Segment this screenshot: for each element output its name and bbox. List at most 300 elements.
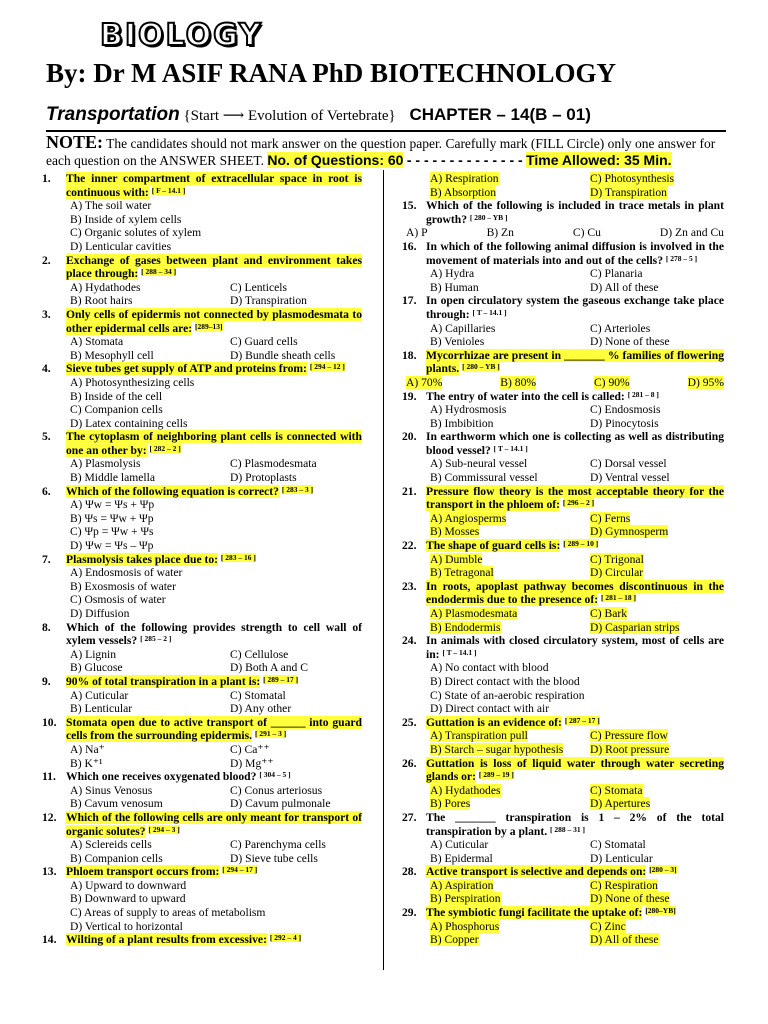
answer-option (70, 757, 230, 771)
page-reference: [ 281 – 18 ] (600, 593, 636, 603)
question-text (66, 811, 362, 838)
page-reference: [ 289 – 17 ] (263, 674, 299, 684)
question-item (42, 485, 362, 553)
answer-option (590, 607, 724, 621)
question-row (42, 254, 362, 281)
question-number: 18. (402, 348, 417, 362)
option-label: A) Lignin (70, 647, 117, 661)
question-text (426, 634, 724, 661)
option-label: B) Cavum venosum (70, 797, 163, 811)
question-number: 25. (402, 715, 417, 729)
answer-option (70, 240, 362, 254)
question-item (402, 716, 724, 757)
option-label: B) Copper (430, 933, 479, 947)
option-label: A) Plasmodesmata (430, 607, 518, 620)
answer-option (590, 417, 724, 431)
page-reference: [ T – 14.1 ] (442, 647, 477, 657)
question-text (66, 553, 362, 567)
answer-option (430, 838, 590, 852)
question-stem: Sieve tubes get supply of ATP and proteins from: (66, 362, 307, 376)
option-list (70, 879, 362, 933)
option-label: B) Venioles (430, 335, 485, 349)
option-label: D) Vertical to horizontal (70, 919, 183, 933)
question-stem: Which one receives oxygenated blood? (66, 770, 257, 784)
option-label: D) Gymnosperm (590, 525, 669, 539)
option-label: D) Zn and Cu (659, 226, 724, 240)
option-label: A) Na⁺ (70, 742, 105, 756)
question-text (426, 906, 724, 920)
option-list (430, 512, 724, 539)
page-reference: [ T – 14.1 ] (493, 443, 528, 453)
question-item (42, 430, 362, 484)
answer-option (590, 892, 724, 906)
option-label: B) Imbibition (430, 416, 494, 430)
option-label: A) Phosphorus (430, 919, 500, 933)
option-list (430, 920, 724, 947)
question-stem: Which of the following cells are only meant for transport of organic solutes? (66, 810, 362, 838)
answer-option (230, 838, 362, 852)
option-label: C) Areas of supply to areas of metabolism (70, 906, 266, 920)
question-row (42, 308, 362, 335)
option-label: B) Inside of the cell (70, 389, 163, 403)
question-item (402, 390, 724, 431)
option-list (70, 281, 362, 308)
question-text (426, 199, 724, 226)
option-label: A) Sub-neural vessel (430, 457, 528, 471)
option-label: B) Starch – sugar hypothesis (430, 742, 564, 756)
page-reference: [280 – 3] (649, 865, 677, 875)
option-label: A) Transpiration pull (430, 729, 528, 743)
option-label: D) All of these (590, 280, 659, 294)
question-item (402, 349, 724, 390)
option-list (430, 838, 724, 865)
option-label: B) Downward to upward (70, 892, 186, 906)
option-label: D) None of these (590, 892, 670, 906)
answer-option (590, 553, 724, 567)
question-number: 6. (42, 484, 51, 498)
question-row (42, 362, 362, 376)
answer-option (70, 213, 362, 227)
option-label: C) Organic solutes of xylem (70, 226, 202, 240)
answer-option (70, 294, 230, 308)
answer-option (590, 797, 724, 811)
answer-option (70, 797, 230, 811)
question-text (426, 294, 724, 321)
question-row (42, 430, 362, 457)
option-label: A) Hydrosmosis (430, 403, 507, 417)
page-reference: [ 292 – 4 ] (269, 933, 302, 943)
option-label: D) Root pressure (590, 742, 670, 756)
question-stem: The inner compartment of extracellular space in root is continuous with: (66, 172, 362, 199)
question-text (66, 621, 362, 648)
question-item (402, 811, 724, 865)
question-text (426, 716, 724, 730)
option-label: B) Lenticular (70, 702, 133, 716)
answer-option (430, 621, 590, 635)
answer-option (430, 457, 590, 471)
option-label: A) Dumble (430, 552, 483, 566)
question-number: 26. (402, 756, 417, 770)
answer-option (590, 267, 724, 281)
answer-option (430, 729, 590, 743)
option-list (406, 376, 724, 390)
answer-option (500, 376, 536, 390)
question-row (42, 621, 362, 648)
question-stem: 90% of total transpiration in a plant is: (66, 674, 261, 688)
answer-option (590, 403, 724, 417)
question-stem: Guttation is loss of liquid water through water secreting glands or: (426, 756, 724, 784)
answer-option (430, 892, 590, 906)
answer-option (430, 689, 724, 703)
answer-option (70, 471, 230, 485)
question-stem: In open circulatory system the gaseous exchange take place through: (426, 294, 724, 321)
question-item (42, 865, 362, 933)
answer-option (70, 892, 362, 906)
option-label: A) Upward to downward (70, 878, 187, 892)
question-stem: Stomata open due to active transport of ______ into guard cells from the surrounding epidermis. (66, 715, 362, 743)
answer-option (70, 906, 362, 920)
answer-option (230, 852, 362, 866)
question-row (402, 716, 724, 730)
question-number: 4. (42, 362, 51, 376)
question-item (42, 933, 362, 947)
option-label: C) Planaria (590, 267, 643, 281)
question-row (402, 539, 724, 553)
answer-option (70, 512, 362, 526)
option-label: A) Plasmolysis (70, 457, 141, 471)
answer-option (70, 498, 362, 512)
question-stem: Which of the following provides strength to cell wall of xylem vessels? (66, 620, 362, 648)
page-reference: [ 296 – 2 ] (562, 498, 595, 508)
question-count: No. of Questions: 60 (267, 152, 404, 168)
option-label: A) Sclereids cells (70, 838, 152, 852)
option-label: A) Hydra (430, 267, 475, 281)
question-text (66, 933, 362, 947)
option-label: C) Cellulose (230, 647, 289, 661)
answer-option (70, 784, 230, 798)
question-item (402, 172, 724, 199)
question-row (402, 430, 724, 457)
answer-option (406, 376, 442, 390)
answer-option (406, 226, 428, 240)
option-label: A) Photosynthesizing cells (70, 375, 195, 389)
option-list (70, 784, 362, 811)
question-stem: Which of the following equation is correct? (66, 484, 279, 498)
question-text (66, 485, 362, 499)
answer-option (230, 471, 362, 485)
answer-option (590, 566, 724, 580)
answer-option (590, 512, 724, 526)
topic-range: {Start ⟶ Evolution of Vertebrate} (183, 108, 396, 124)
option-label: C) Ferns (590, 511, 631, 525)
answer-option (590, 852, 724, 866)
question-item (42, 362, 362, 430)
option-list (430, 322, 724, 349)
option-label: B) Pores (430, 797, 471, 811)
option-label: C) Lenticels (230, 280, 287, 294)
option-label: A) Ψw = Ψs + Ψp (70, 498, 155, 512)
option-label: B) Perspiration (430, 892, 501, 906)
answer-option (688, 376, 724, 390)
option-label: D) Mg⁺⁺ (230, 756, 274, 770)
question-row (402, 294, 724, 321)
page-reference: [ 282 – 2 ] (149, 443, 181, 453)
option-label: A) Endosmosis of water (70, 566, 183, 580)
question-row (402, 485, 724, 512)
page-reference: [ 289 – 10 ] (563, 539, 599, 549)
question-item (402, 199, 724, 240)
question-item (402, 634, 724, 716)
option-label: D) Ψw = Ψs – Ψp (70, 539, 154, 553)
option-label: C) Guard cells (230, 335, 298, 349)
answer-option (430, 743, 590, 757)
question-stem: Pressure flow theory is the most acceptable theory for the transport in the phloem of: (426, 484, 724, 512)
option-label: A) Stomata (70, 335, 124, 349)
question-text (66, 716, 362, 743)
option-label: B) Ψs = Ψw + Ψp (70, 511, 154, 525)
page-reference: [ 278 – 5 ] (665, 253, 698, 263)
option-label: B) 80% (500, 375, 537, 389)
answer-option (230, 743, 362, 757)
answer-option (430, 403, 590, 417)
right-column (402, 172, 724, 947)
question-item (42, 770, 362, 811)
question-row (402, 811, 724, 838)
option-list (430, 267, 724, 294)
option-label: B) Absorption (430, 185, 497, 199)
answer-option (230, 457, 362, 471)
option-list (430, 784, 724, 811)
option-label: B) K⁺¹ (70, 756, 103, 770)
question-row (402, 634, 724, 661)
question-number: 3. (42, 307, 51, 321)
question-item (42, 172, 362, 254)
question-item (402, 757, 724, 811)
answer-option (430, 566, 590, 580)
answer-option (430, 525, 590, 539)
option-label: C) Bark (590, 607, 628, 620)
question-text (426, 349, 724, 376)
question-item (402, 485, 724, 539)
question-row (42, 770, 362, 784)
question-item (402, 294, 724, 348)
page-reference: [280–YB] (645, 906, 676, 916)
option-label: D) Cavum pulmonale (230, 797, 331, 811)
question-text (66, 362, 362, 376)
answer-option (230, 335, 362, 349)
answer-option (70, 457, 230, 471)
author-line: By: Dr M ASIF RANA PhD BIOTECHNOLOGY (46, 58, 617, 88)
option-label: A) Hydathodes (430, 783, 501, 797)
option-label: B) Zn (486, 226, 514, 240)
question-row (42, 933, 362, 947)
question-number: 5. (42, 430, 51, 444)
answer-option (70, 852, 230, 866)
answer-option (590, 525, 724, 539)
option-label: A) 70% (406, 375, 443, 389)
option-list (430, 403, 724, 430)
question-row (402, 390, 724, 404)
page-reference: [ 283 – 16 ] (220, 552, 256, 562)
answer-option (430, 784, 590, 798)
option-label: C) Stomatal (230, 688, 286, 702)
question-text (426, 485, 724, 512)
answer-option (430, 553, 590, 567)
answer-option (230, 661, 362, 675)
answer-option (590, 322, 724, 336)
answer-option (230, 281, 362, 295)
question-item (42, 716, 362, 770)
question-item (402, 430, 724, 484)
question-item (402, 240, 724, 294)
option-label: C) Plasmodesmata (230, 457, 317, 471)
question-row (42, 485, 362, 499)
question-text (426, 390, 724, 404)
answer-option (70, 702, 230, 716)
question-stem: In which of the following animal diffusion is involved in the movement of materials into and out of the cells? (426, 239, 724, 267)
answer-option (70, 607, 362, 621)
page-reference: [ 285 – 2 ] (140, 634, 172, 644)
question-number: 14. (42, 933, 57, 947)
answer-option (70, 417, 362, 431)
answer-option (430, 661, 724, 675)
option-label: A) Cuticular (70, 688, 129, 702)
answer-option (590, 281, 724, 295)
option-label: C) Dorsal vessel (590, 457, 667, 471)
question-row (402, 906, 724, 920)
note-label: NOTE: (46, 132, 104, 152)
question-number: 2. (42, 253, 51, 267)
answer-option (70, 648, 230, 662)
page-reference: [289–13] (195, 321, 223, 331)
answer-option (590, 621, 724, 635)
page-reference: [ 288 – 31 ] (550, 824, 586, 834)
question-number: 8. (42, 620, 51, 634)
option-label: D) Any other (230, 702, 292, 716)
column-divider (383, 170, 384, 970)
answer-option (430, 512, 590, 526)
chapter-label: CHAPTER – 14(B – 01) (409, 105, 591, 124)
answer-option (70, 920, 362, 934)
question-number: 23. (402, 579, 417, 593)
question-number: 27. (402, 810, 417, 824)
option-label: C) Parenchyma cells (230, 838, 326, 852)
question-item (42, 811, 362, 865)
option-label: B) Endodermis (430, 620, 501, 634)
note-text: The candidates should not mark answer on the question paper. Carefully mark (FILL Circle) only one answer for each question on the ANSWER SHEET. (46, 136, 716, 168)
question-number: 11. (42, 770, 56, 784)
page-reference: [ 289 – 19 ] (478, 770, 514, 780)
answer-option (590, 335, 724, 349)
answer-option (70, 281, 230, 295)
answer-option (70, 661, 230, 675)
question-row (402, 199, 724, 226)
question-row (42, 172, 362, 199)
question-row (402, 757, 724, 784)
answer-option (230, 784, 362, 798)
answer-option (590, 920, 724, 934)
question-text (66, 430, 362, 457)
option-list (70, 648, 362, 675)
page-reference: [ 280 – YB ] (469, 212, 508, 222)
option-label: D) Casparian strips (590, 620, 680, 634)
question-stem: Wilting of a plant results from excessive: (66, 933, 267, 947)
question-stem: The _______ transpiration is 1 – 2% of the total transpiration by a plant. (426, 810, 724, 838)
answer-option (594, 376, 630, 390)
option-label: D) Bundle sheath cells (230, 348, 336, 362)
option-label: D) Direct contact with air (430, 702, 550, 716)
option-label: A) Angiosperms (430, 511, 507, 525)
question-row (402, 580, 724, 607)
answer-option (70, 689, 230, 703)
option-label: C) Respiration (590, 878, 658, 892)
answer-option (430, 471, 590, 485)
option-label: A) Cuticular (430, 838, 489, 852)
answer-option (430, 607, 590, 621)
question-number: 20. (402, 430, 417, 444)
option-label: C) Arterioles (590, 321, 651, 335)
option-list (70, 838, 362, 865)
option-label: C) 90% (593, 375, 630, 389)
answer-option (430, 172, 590, 186)
page-reference: [ 288 – 34 ] (141, 267, 177, 277)
option-label: C) Ψp = Ψw + Ψs (70, 525, 154, 539)
answer-option (430, 879, 590, 893)
option-label: A) Aspiration (430, 878, 494, 892)
page-reference: [ T – 14.1 ] (472, 307, 507, 317)
option-label: C) Cu (572, 226, 601, 240)
answer-option (660, 226, 724, 240)
option-label: B) Middle lamella (70, 471, 156, 485)
option-label: C) Stomata (590, 783, 643, 797)
question-number: 16. (402, 239, 417, 253)
answer-option (230, 648, 362, 662)
question-number: 19. (402, 389, 417, 403)
left-column (42, 172, 362, 947)
option-label: B) Human (430, 280, 479, 294)
option-list (430, 553, 724, 580)
option-label: D) Diffusion (70, 607, 130, 620)
question-stem: Exchange of gases between plant and environment takes place through: (66, 253, 362, 281)
page-reference: [ 283 – 3 ] (281, 484, 314, 494)
option-label: D) Sieve tube cells (230, 851, 318, 865)
question-stem: Only cells of epidermis not connected by plasmodesmata to other epidermal cells are: (66, 307, 362, 335)
answer-option (230, 757, 362, 771)
question-stem: Phloem transport occurs from: (66, 865, 220, 879)
option-label: A) No contact with blood (430, 661, 549, 675)
page-reference: [ 304 – 5 ] (259, 770, 291, 780)
answer-option (590, 784, 724, 798)
question-text (426, 757, 724, 784)
answer-option (573, 226, 601, 240)
option-list (430, 172, 724, 199)
option-label: B) Mosses (430, 525, 480, 539)
option-label: D) Latex containing cells (70, 416, 188, 430)
option-label: D) Ventral vessel (590, 471, 670, 485)
answer-option (70, 376, 362, 390)
question-number: 17. (402, 294, 417, 308)
option-label: B) Inside of xylem cells (70, 212, 182, 226)
question-stem: The entry of water into the cell is called: (426, 389, 625, 403)
topic-line (46, 104, 591, 126)
option-list (70, 689, 362, 716)
time-allowed: Time Allowed: 35 Min. (526, 152, 672, 168)
answer-option (590, 186, 724, 200)
topic-title: Transportation (46, 104, 180, 125)
answer-option (430, 702, 724, 716)
answer-option (70, 593, 362, 607)
answer-option (430, 933, 590, 947)
